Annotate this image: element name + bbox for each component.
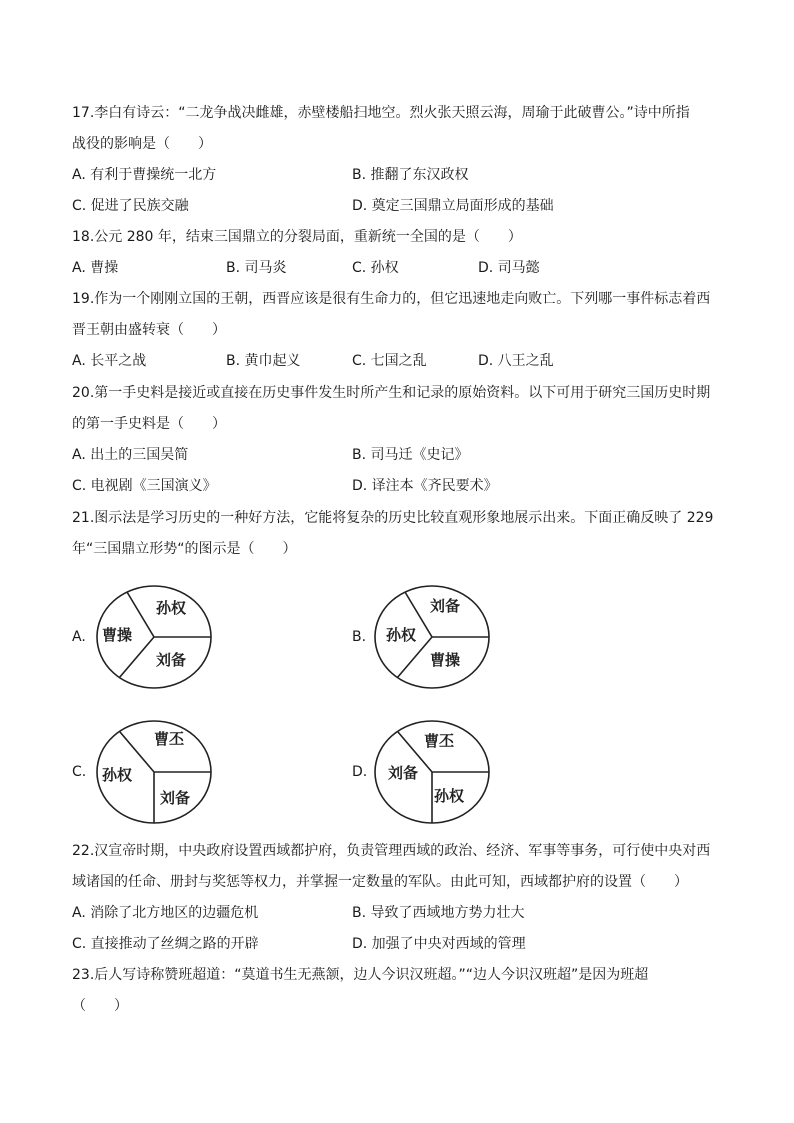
q22-stem-line1: 22.汉宣帝时期，中央政府设置西域都护府，负责管理西域的政治、经济、军事等事务，可行使中央对西: [72, 843, 711, 859]
q20-option-a[interactable]: A. 出土的三国吴简: [72, 447, 189, 463]
q19-stem-line1: 19.作为一个刚刚立国的王朝，西晋应该是很有生命力的，但它迅速地走向败亡。下列哪一事件标志着西: [72, 291, 711, 307]
q21-diagram-a[interactable]: [94, 583, 214, 691]
q21-d-bottom-left-label: 刘备: [388, 764, 419, 782]
q17-option-c[interactable]: C. 促进了民族交融: [72, 198, 189, 214]
q21-option-c-label[interactable]: C.: [72, 764, 87, 780]
q21-stem-line1: 21.图示法是学习历史的一种好方法，它能将复杂的历史比较直观形象地展示出来。下面正确反映了 229: [72, 510, 714, 526]
q22-option-a[interactable]: A. 消除了北方地区的边疆危机: [72, 905, 259, 921]
q21-diagram-b[interactable]: [372, 583, 492, 691]
q20-option-d[interactable]: D. 译注本《齐民要术》: [352, 478, 498, 494]
q18-option-a[interactable]: A. 曹操: [72, 260, 119, 276]
q21-c-top-label: 曹丕: [154, 730, 185, 748]
q21-option-d-label[interactable]: D.: [352, 764, 368, 780]
q23-stem-line2: （ ）: [72, 998, 128, 1014]
q17-option-b[interactable]: B. 推翻了东汉政权: [352, 167, 469, 183]
q21-d-bottom-right-label: 孙权: [434, 787, 465, 805]
q17-stem-line2: 战役的影响是（ ）: [72, 136, 212, 152]
q22-option-b[interactable]: B. 导致了西域地方势力壮大: [352, 905, 525, 921]
q18-option-c[interactable]: C. 孙权: [352, 260, 399, 276]
q20-stem-line2: 的第一手史料是（ ）: [72, 416, 226, 432]
q19-option-d[interactable]: D. 八王之乱: [478, 353, 554, 369]
q17-option-a[interactable]: A. 有利于曹操统一北方: [72, 167, 217, 183]
q21-diagram-d[interactable]: [372, 718, 492, 826]
q21-c-bottom-left-label: 孙权: [102, 766, 133, 784]
q19-option-c[interactable]: C. 七国之乱: [352, 353, 427, 369]
q19-option-b[interactable]: B. 黄巾起义: [226, 353, 301, 369]
q21-b-left-label: 孙权: [386, 626, 417, 644]
q17-option-d[interactable]: D. 奠定三国鼎立局面形成的基础: [352, 198, 554, 214]
q21-stem-line2: 年“三国鼎立形势“的图示是（ ）: [72, 541, 297, 557]
q21-b-top-right-label: 刘备: [430, 597, 461, 615]
q21-option-b-label[interactable]: B.: [352, 629, 367, 645]
q20-stem-line1: 20.第一手史料是接近或直接在历史事件发生时所产生和记录的原始资料。以下可用于研究三国历史时期: [72, 385, 711, 401]
q20-option-c[interactable]: C. 电视剧《三国演义》: [72, 478, 217, 494]
q22-stem-line2: 域诸国的任命、册封与奖惩等权力，并掌握一定数量的军队。由此可知，西域都护府的设置（ ）: [72, 874, 688, 890]
q21-option-a-label[interactable]: A.: [72, 629, 86, 645]
q23-stem-line1: 23.后人写诗称赞班超道：“莫道书生无燕颔，边人今识汉班超。”“边人今识汉班超”是因为班超: [72, 967, 649, 983]
q19-stem-line2: 晋王朝由盛转衰（ ）: [72, 322, 226, 338]
q21-c-bottom-right-label: 刘备: [160, 789, 191, 807]
q21-b-bottom-right-label: 曹操: [430, 651, 461, 669]
q21-a-bottom-right-label: 刘备: [156, 651, 187, 669]
q20-option-b[interactable]: B. 司马迁《史记》: [352, 447, 469, 463]
q19-option-a[interactable]: A. 长平之战: [72, 353, 147, 369]
q18-stem: 18.公元 280 年，结束三国鼎立的分裂局面，重新统一全国的是（ ）: [72, 229, 522, 245]
q18-option-d[interactable]: D. 司马懿: [478, 260, 540, 276]
q17-stem-line1: 17.李白有诗云：“二龙争战决雌雄，赤壁楼船扫地空。烈火张天照云海，周瑜于此破曹公。”诗中所指: [72, 105, 690, 121]
q22-option-d[interactable]: D. 加强了中央对西域的管理: [352, 936, 526, 952]
q21-diagram-c[interactable]: [94, 718, 214, 826]
q21-a-top-right-label: 孙权: [156, 599, 187, 617]
q21-d-top-label: 曹丕: [424, 732, 455, 750]
q21-a-left-label: 曹操: [102, 626, 133, 644]
q22-option-c[interactable]: C. 直接推动了丝绸之路的开辟: [72, 936, 259, 952]
q18-option-b[interactable]: B. 司马炎: [226, 260, 287, 276]
